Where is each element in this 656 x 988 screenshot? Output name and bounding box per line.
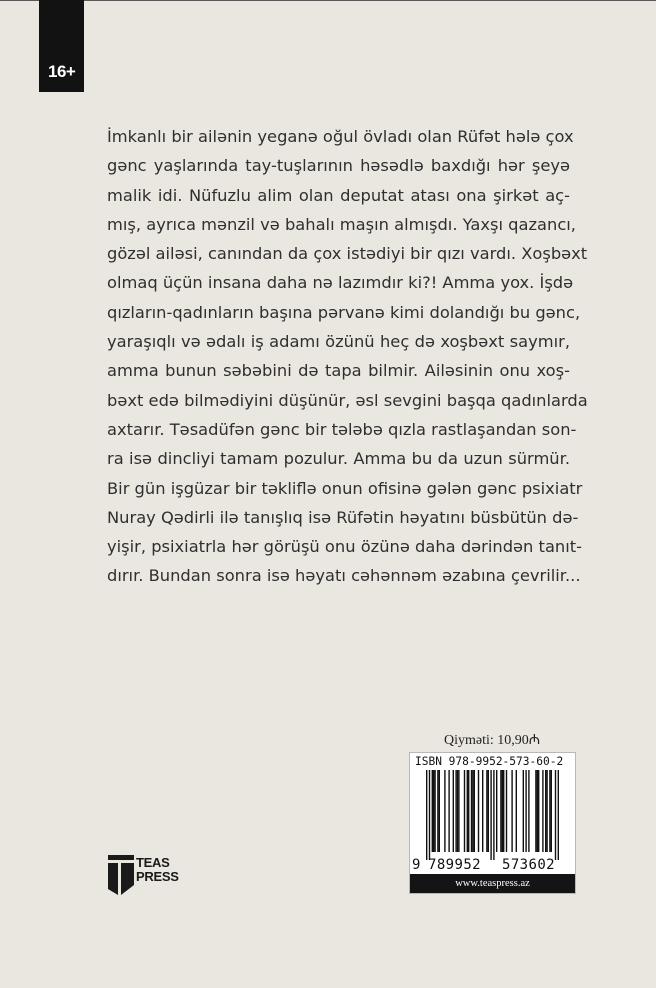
ean-right-group: 573602 [502,857,555,873]
barcode-bar [542,770,543,852]
publisher-name-line1: TEAS [136,855,170,870]
blurb-line: gənc yaşlarında tay-tuşlarının həsədlə baxdığı hər şeyə [107,156,570,176]
barcode-bar [516,770,517,852]
barcode-bar [537,770,538,852]
blurb-line: amma bunun səbəbini də tapa bilmir. Ailəsinin onu xoş- [107,361,570,381]
barcode-block [409,752,576,894]
blurb-line: bəxt edə bilmədiyini düşünür, əsl sevgini başqa qadınlarda [107,390,588,410]
barcode-bar [551,770,552,852]
barcode-bar [444,770,445,852]
blurb-line: yişir, psixiatrla hər görüşü onu özünə daha dərindən tanıt- [107,537,583,557]
barcode-bar [472,770,473,852]
ean-left-group: 789952 [428,857,481,873]
publisher-name [136,856,179,884]
blurb-line: qızların-qadınların başına pərvanə kimi dolandığı bu gənc, [107,302,581,322]
barcode-guard-bar [555,770,556,860]
blurb-line: ra isə dincliyi tamam pozulur. Amma bu da uzun sürmür. [107,449,570,469]
barcode-bar [496,770,497,852]
barcode-bar [458,770,459,852]
barcode-bar [511,770,512,852]
barcode-bar [506,770,507,852]
blurb-line: yaraşıqlı və ədalı iş adamı özünü heç də xoşbəxt saymır, [107,332,570,352]
barcode-bar [545,770,546,852]
barcode-bar [549,770,550,852]
back-cover-blurb [107,122,588,591]
blurb-line: dırır. Bundan sonra isə həyatı cəhənnəm əzabına çevrilir... [107,566,581,586]
barcode-bar [482,770,483,852]
barcode-bar [486,770,487,852]
barcode-bar [433,770,434,852]
ean13-barcode-icon [410,770,575,860]
blurb-line: İmkanlı bir ailənin yeganə oğul övladı olan Rüfət hələ çox [107,127,574,146]
barcode-guard-bar [429,770,430,860]
barcode-bar [432,770,433,852]
teas-press-logo-icon [108,855,134,895]
barcode-bar [502,770,503,852]
barcode-bar [455,770,456,852]
blurb-line: axtarır. Təsadüfən gənc bir tələbə qızla rastlaşandan son- [107,419,577,439]
barcode-bar [453,770,454,852]
blurb-line: Nuray Qədirli ilə tanışlıq isə Rüfətin həyatını büsbütün də- [107,507,579,527]
barcode-guard-bar [558,770,559,860]
barcode-guard-bar [493,770,494,860]
barcode-bar [457,770,458,852]
publisher-name-line2: PRESS [136,869,179,884]
website-label: www.teaspress.az [410,874,575,893]
age-rating-tab [39,0,84,92]
ean-first-digit: 9 [412,857,421,873]
barcode-bar [503,770,504,852]
barcode-bar [468,770,469,852]
price-label: Qiymәti: 10,90₼ [444,733,541,748]
barcode-bar [467,770,468,852]
barcode-bar [525,770,526,852]
barcode-bar [471,770,472,852]
barcode-bar [448,770,449,852]
blurb-line: malik idi. Nüfuzlu alim olan deputat atası ona şirkət aç- [107,185,570,205]
barcode-guard-bar [490,770,491,860]
isbn-label: ISBN 978-9952-573-60-2 [415,755,564,768]
barcode-bar [439,770,440,852]
barcode-bar [546,770,547,852]
blurb-line: gözəl ailəsi, canından da çox istədiyi bir qızı vardı. Xoşbəxt [107,244,588,264]
barcode-bar [474,770,475,852]
barcode-bar [464,770,465,852]
publisher-logo [108,855,186,895]
blurb-line: olmaq üçün insana daha nə lazımdır ki?! Amma yox. İşdə [107,273,574,293]
barcode-guard-bar [426,770,427,860]
barcode-bar [434,770,435,852]
barcode-bar [538,770,539,852]
barcode-bar [523,770,524,852]
ean-digits [410,857,575,873]
age-rating-label: 16+ [48,62,76,81]
barcode-bar [488,770,489,852]
barcode-bar [478,770,479,852]
barcode-bar [528,770,529,852]
cover-top-edge [0,0,656,1]
barcode-bar [437,770,438,852]
blurb-line: Bir gün işgüzar bir təkliflə onun ofisinə gələn gənc psixiatr [107,478,583,498]
blurb-line: mış, ayrıca mənzil və bahalı maşın almışdı. Yaxşı qazancı, [107,214,576,234]
barcode-bar [535,770,536,852]
barcode-bar [500,770,501,852]
